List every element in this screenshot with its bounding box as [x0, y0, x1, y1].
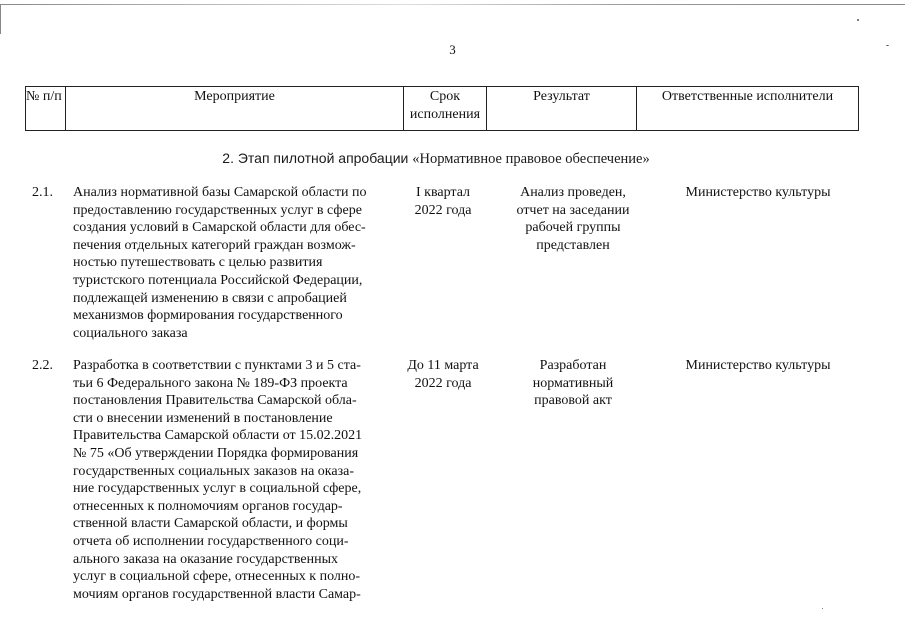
scan-edge-line — [0, 4, 905, 5]
section-number: 2. — [222, 150, 234, 166]
row-number: 2.1. — [32, 185, 53, 200]
header-col-number: № п/п — [26, 87, 66, 131]
row-term: I квартал 2022 года — [414, 185, 472, 218]
header-col-event: Мероприятие — [66, 87, 404, 131]
row-responsible: Министерство культуры — [685, 185, 831, 200]
section-title — [0, 150, 872, 168]
scan-speck — [857, 19, 859, 21]
page-number: 3 — [449, 42, 456, 57]
row-term: До 11 марта 2022 года — [407, 358, 479, 391]
header-col-term-text: Срок исполнения — [409, 89, 481, 122]
section-title-quoted: «Нормативное правовое обеспечение» — [412, 151, 650, 167]
row-result: Анализ проведен, отчет на заседании рабочей группы представлен — [516, 185, 630, 253]
scan-edge-left — [0, 4, 1, 34]
section-title-prefix: Этап пилотной апробации — [237, 150, 409, 166]
row-description: Разработка в соответствии с пунктами 3 и 5 ста- тьи 6 Федерального закона № 189-ФЗ проекта постановления Правительства Самарской обла- сти о внесении изменений в постановление Правительства Самарской области от 15.02.2021 № 75 «Об утверждении Порядка формирования государственных социальных заказов на оказа- ние государственных услуг в социальной сфере, отнесенных к полномочиям органов государ- ственной власти Самарской области, и формы отчета об исполнении государственного соци- ального заказа на оказание государственных услуг в социальной сфере, отнесенных к полно- мочиям органов государственной власти Самар- — [73, 358, 363, 602]
header-col-term — [404, 87, 487, 131]
row-number: 2.2. — [32, 358, 53, 373]
row-description: Анализ нормативной базы Самарской области по предоставлению государственных услуг в сфере создания условий в Самарской области для обес- печения отдельных категорий граждан возмож- ностью путешествовать с целью развития туристского потенциала Российской Федерации, подлежащей изменению в связи с апробацией механизмов формирования государственного социального заказа — [73, 185, 367, 341]
header-col-responsible: Ответственные исполнители — [637, 87, 859, 131]
table-header — [25, 86, 859, 131]
table-header-row — [26, 87, 859, 131]
scan-speck — [822, 608, 823, 609]
row-responsible: Министерство культуры — [685, 358, 831, 373]
header-col-result: Результат — [487, 87, 637, 131]
row-result: Разработан нормативный правовой акт — [532, 358, 614, 409]
